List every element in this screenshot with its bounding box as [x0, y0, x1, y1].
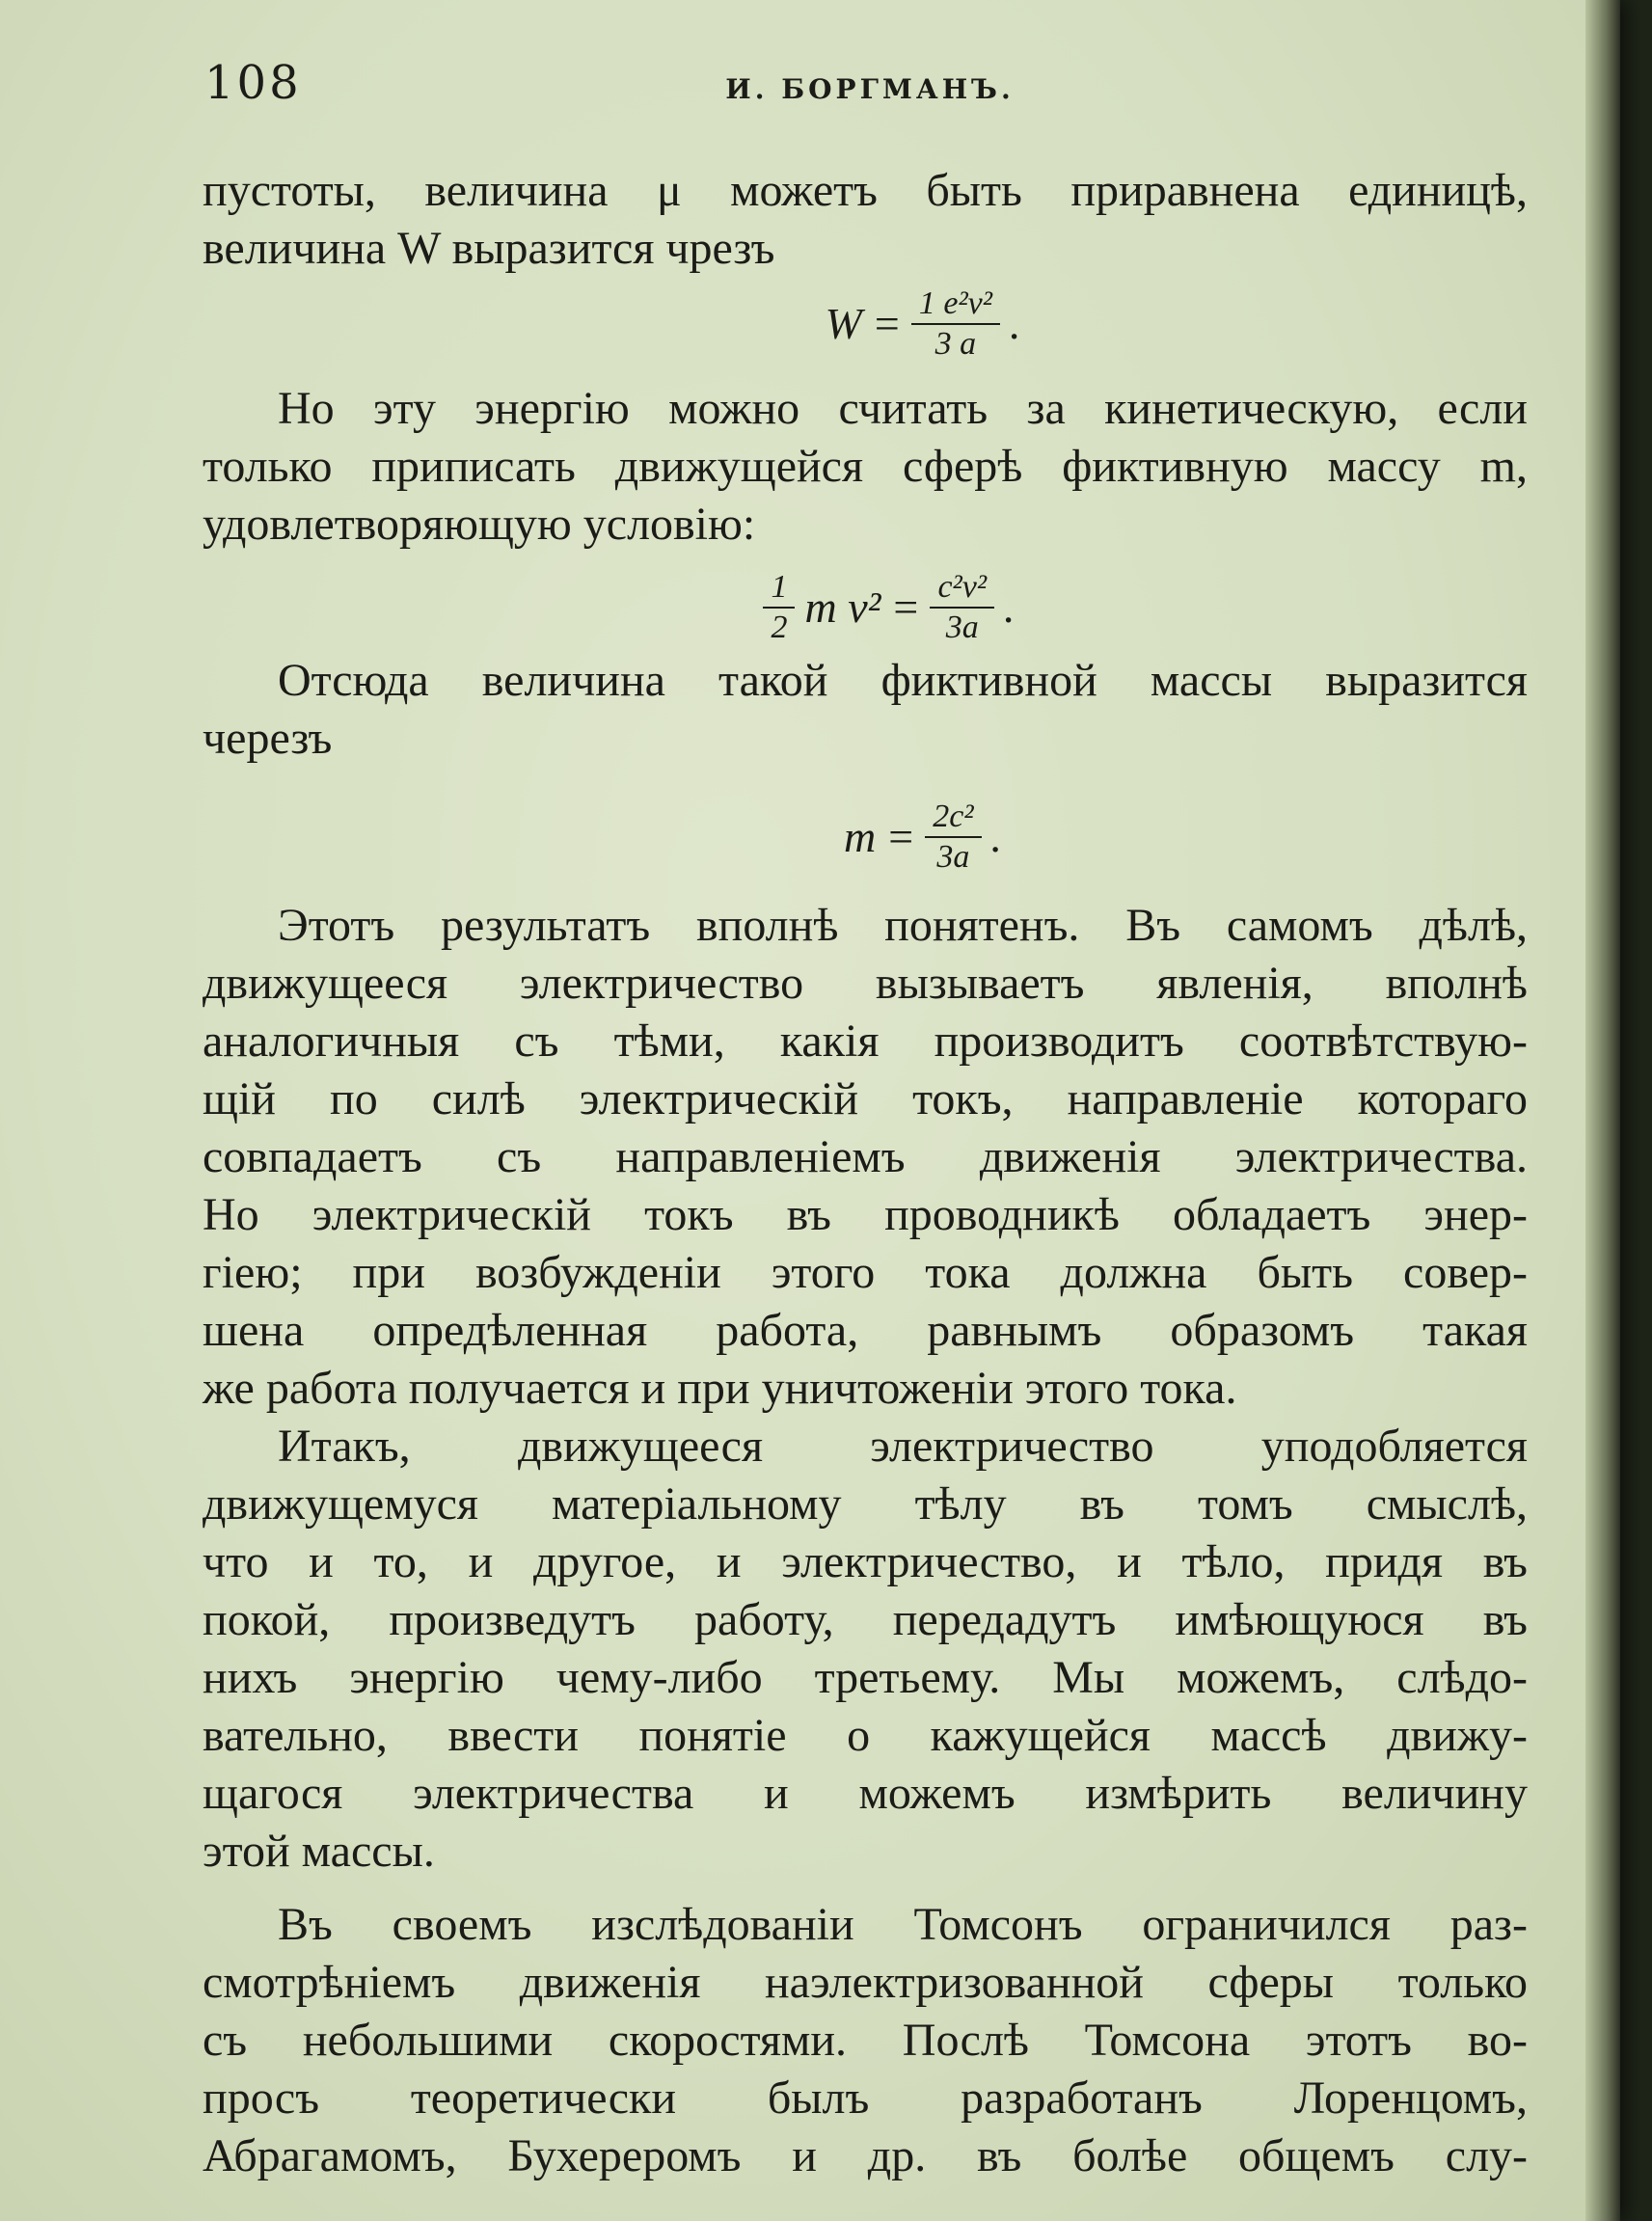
page-spine-edge — [1585, 0, 1620, 2221]
paragraph-4 — [203, 897, 1528, 1418]
text-line: вательно, ввести понятіе о кажущейся массѣ движу- — [203, 1710, 1528, 1761]
text-line: только приписать движущейся сферѣ фиктивную массу m, — [203, 441, 1528, 492]
formula-lhs: W — [825, 299, 862, 348]
fraction-denominator: 2 — [771, 609, 788, 645]
formula-period: . — [1004, 582, 1016, 632]
text-line: аналогичныя съ тѣми, какія производитъ соотвѣтствую- — [203, 1016, 1528, 1067]
fraction-numerator: 2c² — [925, 798, 981, 838]
paragraph-6 — [203, 1896, 1528, 2185]
text-line: Этотъ результатъ вполнѣ понятенъ. Въ самомъ дѣлѣ, — [278, 900, 1528, 951]
fraction-half — [763, 568, 795, 647]
text-line: пустоты, величина μ можетъ быть приравнена единицѣ, — [203, 165, 1528, 216]
page-header — [204, 56, 1535, 114]
text-line: же работа получается и при уничтоженіи этого тока. — [203, 1363, 1237, 1414]
formula-period: . — [1009, 299, 1021, 348]
fraction-denominator: 3a — [945, 609, 979, 645]
fraction — [930, 568, 994, 647]
page-body — [203, 162, 1528, 2185]
fraction-numerator: 1 — [763, 568, 795, 609]
text-line: просъ теоретически былъ разработанъ Лоренцомъ, — [203, 2072, 1528, 2124]
formula-middle: m v² — [804, 582, 881, 632]
text-line: щагося электричества и можемъ измѣрить величину — [203, 1768, 1528, 1819]
fraction-denominator: 3 a — [934, 326, 977, 362]
text-line: щій по силѣ электрическій токъ, направленіе котораго — [203, 1073, 1528, 1124]
text-line: гіею; при возбужденіи этого тока должна быть совер- — [203, 1247, 1528, 1298]
fraction-numerator: c²v² — [930, 568, 994, 609]
formula-energy-equality: $\frac{1}{2}$ m v² = $\frac{\text{c²v²}}{3a}$ . — [203, 563, 1528, 652]
text-line: шена опредѣленная работа, равнымъ образомъ такая — [203, 1305, 1528, 1356]
text-line: нихъ энергію чему-либо третьему. Мы можемъ, слѣдо- — [203, 1652, 1528, 1703]
paragraph-3 — [203, 652, 1528, 768]
formula-mass: m = $\frac{\text{2c²}}{3a}$ . — [843, 799, 1003, 875]
page-number: 108 — [204, 56, 302, 110]
text-line: Въ своемъ изслѣдованіи Томсонъ ограничился раз- — [278, 1899, 1528, 1950]
formula-period: . — [990, 812, 1003, 861]
running-head: И. БОРГМАНЪ. — [725, 73, 1015, 105]
text-line: Отсюда величина такой фиктивной массы выразится — [278, 655, 1528, 706]
text-line: черезъ — [203, 713, 333, 764]
text-line: Абрагамомъ, Бухереромъ и др. въ болѣе общемъ слу- — [203, 2130, 1528, 2181]
text-line: совпадаетъ съ направленіемъ движенія электричества. — [203, 1131, 1528, 1182]
paragraph-2 — [203, 380, 1528, 554]
text-line: Но электрическій токъ въ проводникѣ обладаетъ энер- — [203, 1189, 1528, 1240]
text-line: покой, произведутъ работу, передадутъ имѣющуюся въ — [203, 1594, 1528, 1645]
text-line: величина W выразится чрезъ — [203, 223, 775, 274]
fraction — [925, 798, 981, 877]
text-line: смотрѣніемъ движенія наэлектризованной сферы только — [203, 1957, 1528, 2008]
paragraph-5 — [203, 1418, 1528, 1881]
fraction — [911, 284, 1000, 364]
text-line: движущееся электричество вызываетъ явленія, вполнѣ — [203, 958, 1528, 1009]
text-line: Итакъ, движущееся электричество уподобляется — [278, 1421, 1528, 1472]
formula-lhs: m — [843, 812, 877, 861]
fraction-denominator: 3a — [936, 839, 970, 875]
text-line: движущемуся матеріальному тѣлу въ томъ смыслѣ, — [203, 1478, 1528, 1530]
text-line: этой массы. — [203, 1826, 435, 1877]
formula-w: W = $\frac{\text{1 e²v²}}{3 a}$ . — [825, 285, 1021, 362]
text-line: съ небольшими скоростями. Послѣ Томсона этотъ во- — [203, 2015, 1528, 2066]
text-line: удовлетворяющую условію: — [203, 499, 756, 550]
paragraph-1 — [203, 162, 1528, 278]
text-line: Но эту энергію можно считать за кинетическую, если — [278, 383, 1528, 434]
text-line: что и то, и другое, и электричество, и тѣло, придя въ — [203, 1536, 1528, 1587]
fraction-numerator: 1 e²v² — [911, 284, 1000, 325]
